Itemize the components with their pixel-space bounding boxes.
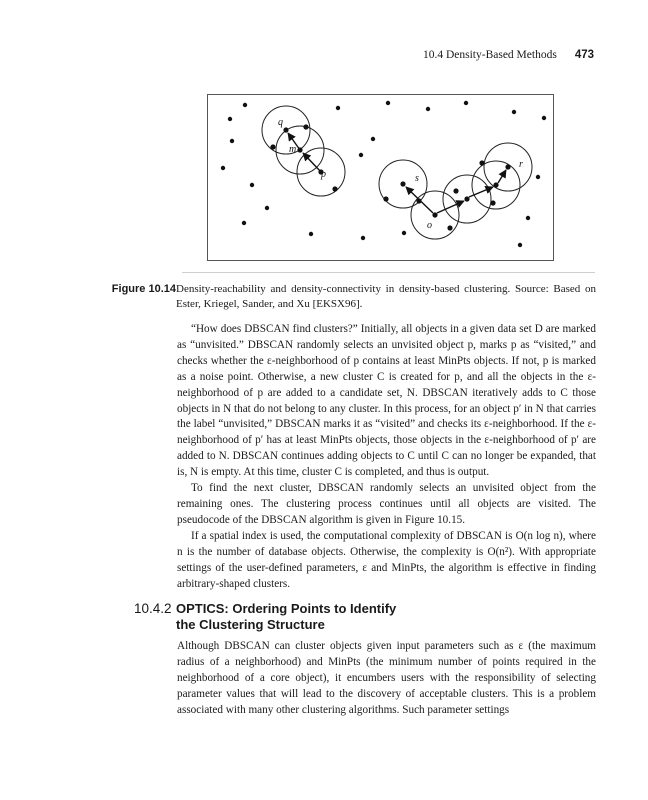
main-text [177, 322, 596, 592]
noise-point [426, 107, 430, 111]
noise-point [336, 106, 340, 110]
label-p: p [321, 169, 326, 180]
paragraph: If a spatial index is used, the computational complexity of DBSCAN is O(n log n), where n is the number of database objects. Otherwise, the complexity is O(n²). With appropriate settings of the user-defined parameters, ε and MinPts, the algorithm is effective in finding arbitrary-shaped clusters. [177, 529, 596, 590]
noise-point [242, 221, 246, 225]
running-header [0, 49, 594, 61]
point-extra [490, 200, 495, 205]
point-o [432, 212, 437, 217]
noise-point [386, 101, 390, 105]
point-o2 [464, 196, 469, 201]
paragraph: Although DBSCAN can cluster objects given input parameters such as ε (the maximum radius of a neighborhood) and MinPts (the minimum number of points required in the neighborhood of a core object), it encumbers users with the responsibility of selecting parameter values that will lead to the discovery of acceptable clusters. This is a problem associated with many other clustering algorithms. Such parameter settings [177, 640, 596, 716]
noise-point [512, 110, 516, 114]
point-extra [303, 124, 308, 129]
section-number: 10.4.2 [134, 601, 172, 616]
figure-10-14 [207, 94, 554, 261]
noise-point [402, 231, 406, 235]
noise-point [228, 117, 232, 121]
noise-point [309, 232, 313, 236]
noise-point [221, 166, 225, 170]
noise-point [250, 183, 254, 187]
point-extra [332, 186, 337, 191]
arrow-o-to-o2 [437, 201, 464, 213]
running-title: 10.4 Density-Based Methods [422, 49, 557, 61]
paragraph: “How does DBSCAN find clusters?” Initially, all objects in a given data set D are marked as “unvisited.” DBSCAN randomly selects an unvisited object p, marks p as “visited,” and checks whether the ε-neighborhood of p contains at least MinPts objects. If not, p is marked as a noise point. Otherwise, a new cluster C is created for p, and all the objects in the ε-neighborhood of p are added to a candidate set, N. DBSCAN iteratively adds to C those objects in N that do not belong to any cluster. In this process, for an object p′ in N that carries the label “unvisited,” DBSCAN marks it as “visited” and checks its ε-neighborhood. If the ε-neighborhood of p′ has at least MinPts objects, those objects in the ε-neighborhood of p′ are added to N. DBSCAN continues adding objects to C until C can no longer be expanded, that is, N is empty. At this time, cluster C is completed, and thus is output. [177, 323, 596, 479]
section-heading [134, 601, 604, 633]
section-title-line-1: OPTICS: Ordering Points to Identify [176, 601, 397, 616]
density-diagram [208, 95, 553, 260]
point-extra [453, 188, 458, 193]
point-extra [447, 225, 452, 230]
noise-point [536, 175, 540, 179]
noise-point [243, 103, 247, 107]
point-extra [270, 144, 275, 149]
label-q: q [278, 117, 283, 128]
paragraph: To find the next cluster, DBSCAN randomly selects an unvisited object from the remaining ones. The clustering process continues until all objects are visited. The pseudocode of the DBSCAN algorithm is given in Figure 10.15. [177, 482, 596, 526]
point-extra [479, 160, 484, 165]
point-r1 [493, 182, 498, 187]
caption-rule [182, 272, 595, 273]
point-s [400, 181, 405, 186]
arrow-r1-to-r2 [498, 170, 506, 183]
figure-number: Figure 10.14 [111, 283, 176, 295]
noise-point [361, 236, 365, 240]
point-r2 [505, 164, 510, 169]
noise-point [371, 137, 375, 141]
section-title-line-2: the Clustering Structure [176, 617, 325, 632]
section-text [177, 639, 596, 719]
noise-point [359, 153, 363, 157]
point-extra [416, 198, 421, 203]
noise-point [526, 216, 530, 220]
page-number: 473 [574, 49, 594, 61]
label-o: o [427, 220, 432, 231]
figure-caption [100, 282, 596, 312]
caption-text: Density-reachability and density-connectivity in density-based clustering. Source: Based on Ester, Kriegel, Sander, and Xu [EKSX96]. [176, 283, 596, 310]
label-m: m [289, 144, 297, 155]
label-r: r [519, 159, 523, 170]
label-s: s [415, 173, 419, 184]
noise-point [265, 206, 269, 210]
arrow-p-to-m [303, 153, 321, 172]
point-q [283, 127, 288, 132]
noise-point [464, 101, 468, 105]
point-m [297, 147, 302, 152]
noise-point [542, 116, 546, 120]
point-extra [383, 196, 388, 201]
noise-point [518, 243, 522, 247]
noise-point [230, 139, 234, 143]
